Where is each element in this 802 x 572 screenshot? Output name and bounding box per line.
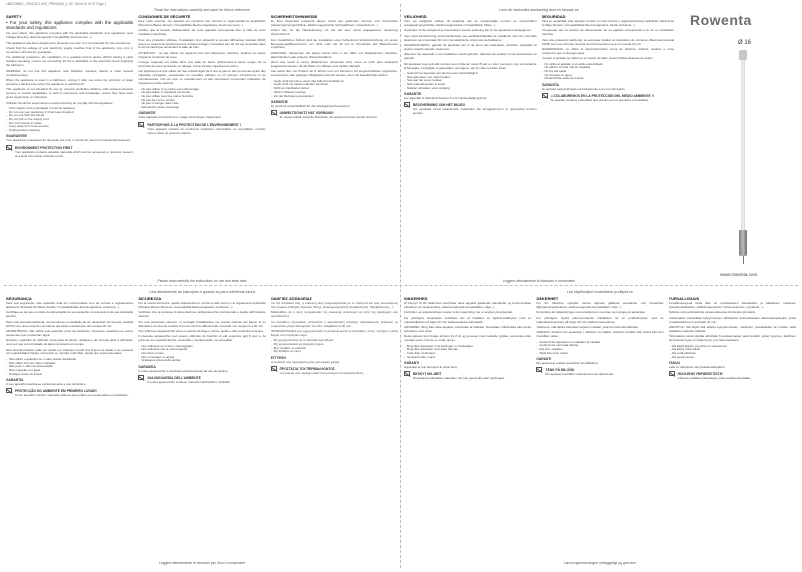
paragraph: Para su seguridad, este aparato cumple con las normas y reglamentaciones aplicables (Directivas de Baja Tensión, Compatibilidad Electromagnética, Medio ambiente...).	[541, 19, 674, 27]
environment-text-group	[280, 366, 398, 377]
guarantee-heading: GUARANTEE	[6, 134, 27, 139]
warning-list	[6, 107, 133, 133]
page-header: Leia atentamente as instruções e guarde-as para referência futura	[149, 290, 255, 294]
paragraph: Tätä laitetta voivat käyttää vähintään 8-vuotiaat lapset sekä henkilöt, joiden fyysinen, aistillinen tai henkinen kyky on heikentynyt, jos heitä valvotaan.	[668, 334, 796, 343]
paragraph: Pour votre sécurité, cet appareil est conforme aux normes et réglementations applicables (Directives Basse Tension, Compatibilité Électromagnétique, Environnement...).	[138, 19, 266, 27]
list-item: - Non utilizzare con le mani bagnate	[138, 348, 265, 352]
paragraph: For additional protection, the installation of a residual current device (RCD) having a rated residual operating current not exceeding 30 mA is advisable in the electrical circuit supplying the bathroom.	[6, 55, 134, 68]
guarantee-text: Laite on tarkoitettu vain kotitalouskäyttöön.	[668, 364, 726, 369]
environment-block	[271, 366, 398, 377]
text-column	[404, 14, 537, 276]
crossed-bin-icon	[404, 371, 410, 376]
paragraph: ADVERTENCIA: no utilice el electrodoméstico cerca de bañeras, duchas, lavabos u otros recipientes que contengan agua.	[541, 46, 674, 55]
environment-text-group	[413, 102, 537, 117]
environment-heading: SALVAGUARDIA DELL'AMBIENTE	[147, 376, 201, 381]
crossed-bin-icon	[138, 122, 144, 127]
paragraph: Verificare che la tensione di alimentazione dell'apparecchio corrisponda a quella dell'impianto elettrico.	[138, 310, 266, 319]
environment-text-group	[413, 371, 531, 382]
paragraph: Check that the voltage of your electricity supply matches that of the appliance. Any error in connection will void the guarantee.	[6, 46, 134, 55]
paragraph: For yderligere beskyttelse anbefales det at installere en fejlstrømsafbryder med en mærkefejlstrøm på højst 30 mA i badeværelsets elkredsløb.	[404, 315, 532, 324]
paragraph: Lorsque l'appareil est utilisé dans une salle de bains, débranchez-le après usage car la proximité de l'eau représente un danger, même lorsque l'appareil est éteint.	[138, 60, 266, 69]
page-footer: Leggere attentamente le istruzioni per l'uso e conservarle	[158, 561, 246, 565]
text-column	[404, 296, 531, 558]
list-item: - Älä vedä johdosta	[669, 352, 796, 356]
environment-heading: TÄNK PÅ MILJÖN!	[545, 368, 575, 373]
paragraph: Das Gerät darf von Kindern ab 8 Jahren und von Personen mit eingeschränkten physischen, sensorischen oder geistigen Fähigkeiten benutzt werden, wenn sie beaufsichtigt werden.	[270, 69, 398, 78]
list-item: - Do not pull on the supply cord	[6, 118, 133, 122]
paragraph: Turvallisuussyistä tämä laite on sovellettavien standardien ja säädösten mukainen (pienjännitedirektiivi, sähkömagneettinen yhteensopivuus, ympäristö...).	[668, 301, 796, 309]
list-item: - Gebruik het apparaat niet als het snoer beschadigd is	[404, 72, 537, 76]
warning-list	[669, 345, 796, 360]
warning-list	[138, 345, 265, 364]
list-item: - Niet gebruiken met natte handen	[404, 76, 537, 80]
paragraph: Para una protección adicional, se aconseja instalar un dispositivo de corriente diferencial residual (DDR) con una corriente nominal de funcionamiento que no exceda 30 mA.	[541, 37, 674, 46]
guarantee-heading: TAKUU	[668, 360, 680, 365]
environment-heading: ¡¡ COLABOREMOS EN LA PROTECCIÓN DEL MEDIO AMBIENTE !!	[550, 94, 654, 99]
text-column	[669, 296, 796, 558]
section-heading: SÄKERHET	[536, 296, 559, 301]
text-column	[6, 14, 133, 276]
text-column	[271, 296, 398, 558]
paragraph: Για πρόσθετη προστασία, συνιστάται η εγκατάσταση διάταξης παραμένοντος ρεύματος με ονομαστικό ρεύμα λειτουργίας που δεν υπερβαίνει τα 30 mA.	[270, 319, 398, 328]
environment-text: Η συσκευή σας περιέχει υλικά που μπορούν να ανακυκλωθούν.	[279, 370, 364, 375]
guarantee-heading: GARANTIE	[138, 111, 156, 116]
environment-text: Dit apparat indeholder materialer, der kan genvindes eller genbruges.	[413, 376, 506, 381]
page-header: Read the instructions carefully and save for future reference	[154, 8, 250, 12]
paragraph: When the appliance is used in a bathroom, unplug it after use since the proximity of water presents a hazard even when the appliance is switched off.	[6, 77, 134, 86]
guarantee-text: Uw apparaat is uitsluitend bestemd voor huishoudelijk gebruik.	[404, 95, 488, 100]
guarantee-heading: GARANTIE	[404, 91, 422, 96]
paragraph: Zum zusätzlichen Schutz wird die Installation einer Fehlerstrom-Schutzeinrichtung mit einem Bemessungsdifferenzstrom von nicht mehr als 30 mA im Stromkreis des Badezimmers empfohlen.	[270, 37, 398, 50]
paragraph: Dit apparaat mag gebruikt worden door kinderen vanaf 8 jaar en door personen met verminderde lichamelijke, zintuiglijke of geestelijke vermogens, als zij onder toezicht staan.	[404, 61, 537, 70]
paragraph: WAARSCHUWING: gebruik dit apparaat niet in de buurt van badkuipen, douches, wastafels of andere waterhoudende reservoirs.	[404, 43, 537, 51]
list-item: - Unplug before cleaning	[6, 129, 133, 133]
list-item: - Desligue antes de limpar	[6, 373, 133, 377]
paragraph: Tarkista, että verkkojännite vastaa laitteessa ilmoitettua jännitettä.	[668, 310, 756, 315]
crossed-bin-icon	[669, 371, 675, 376]
crossed-bin-icon	[271, 110, 277, 115]
warning-list	[404, 72, 537, 91]
guarantee-text: Votre appareil est destiné à un usage domestique uniquement.	[138, 115, 222, 120]
environment-block	[138, 375, 265, 386]
list-item: - Använd inte apparaten om sladden är skadad	[536, 341, 663, 345]
paragraph: Voor extra bescherming wordt aanbevolen een aardlekschakelaar te installeren met een nominale lekstroom van maximaal 30 mA in het elektrische circuit van de badkamer.	[404, 33, 537, 42]
list-item: - Nicht am Netzkabel ziehen	[271, 87, 398, 91]
environment-heading: ENVIRONMENT PROTECTION FIRST	[15, 145, 73, 150]
list-item: - Débrancher avant nettoyage	[138, 106, 265, 110]
column-group	[404, 296, 796, 558]
environment-text-group	[147, 122, 265, 137]
list-item: - No utilice el aparato si el cable está dañado	[542, 63, 675, 67]
list-item: - Dra inte i sladden	[536, 348, 663, 352]
list-item: - Älä käytä laitetta, jos johto on vaurioitunut	[669, 345, 796, 349]
environment-text-group	[15, 145, 133, 160]
device-handle	[739, 230, 747, 256]
environment-text: Your appliance contains valuable materials which can be recovered or recycled. Leave it at a local civic waste collection point.	[15, 149, 134, 158]
list-item: - Ne pas utiliser avec les mains humides	[138, 95, 265, 99]
paragraph: ADVERTÊNCIA: Não utilize este aparelho perto de banheiras, chuveiros, lavatórios ou outros recipientes que contenham água.	[6, 328, 134, 337]
paragraph: Prüfen Sie, ob die Netzspannung mit der auf dem Gerät angegebenen Spannung übereinstimmt.	[270, 28, 398, 37]
list-item: - Ne pas utiliser si le cordon est endommagé	[138, 88, 265, 92]
environment-heading: ΠΡΟΣΤΑΣΙΑ ΤΟΥ ΠΕΡΙΒΑΛΛΟΝΤΟΣ	[279, 366, 335, 371]
guarantee-text: O seu aparelho destina-se exclusivamente a uso doméstico.	[6, 381, 87, 386]
paragraph: Il presente apparecchio può essere utilizzato da bambini di età superiore agli 8 anni e da persone con capacità fisiche, sensoriali o mentali ridotte, se sorvegliati.	[138, 334, 266, 343]
brand-panel	[680, 6, 798, 286]
environment-heading: BESKYT MILJØET	[413, 372, 442, 377]
paragraph: For your safety, this appliance complies with the applicable standards and regulations (Low Voltage Directive, Electromagnetic Compatibility, Environment...).	[6, 31, 134, 40]
list-item: - If the supply cord is damaged it must be replaced	[6, 107, 133, 111]
environment-text-group	[545, 367, 663, 378]
guarantee-heading: GARANTÍA	[541, 82, 559, 87]
list-item: - No utilizar con las manos mojadas	[542, 66, 675, 70]
section-heading: SICUREZZA	[138, 296, 162, 301]
paragraph: Cet appareil peut être utilisé par des enfants âgés de 8 ans et plus et des personnes ayant des capacités physiques, sensorielles ou mentales réduites ou un manque d'expérience et de connaissances, s'ils ont reçu un encadrement ou des instructions concernant l'utilisation de l'appareil en toute sécurité.	[138, 69, 266, 86]
paragraph: Certifique-se de que a tensão de alimentação do seu aparelho corresponde à da sua instalação elétrica.	[6, 310, 134, 319]
environment-text-group	[678, 371, 796, 382]
guarantee-heading: GARANTIA	[6, 377, 24, 382]
page-footer: Please read carefully the instructions for use and keep safe	[157, 279, 247, 283]
environment-block	[6, 388, 133, 399]
crossed-bin-icon	[271, 366, 277, 371]
device-cable	[743, 256, 744, 264]
paragraph: Cuando el aparato se utilice en un cuarto de baño, desenchúfelo después de usarlo.	[541, 56, 654, 61]
paragraph: ADVARSEL: Brug ikke dette apparat i nærheden af badekar, brusebade, håndvaske eller andre beholdere med vand.	[404, 325, 532, 333]
list-item: - Niet onderdompelen in water	[404, 83, 537, 87]
paragraph: Compruebe que la tensión de alimentación de su aparato corresponda a la de su instalación eléctrica.	[541, 28, 674, 37]
list-item: - Ne pas utiliser si l'appareil est tombé	[138, 91, 265, 95]
warning-list	[271, 80, 398, 99]
lead-paragraph: • For your safety, this appliance complies with the applicable standards and regulations	[6, 20, 134, 31]
environment-text: Uw apparaat bevat waardevolle materialen die teruggewonnen of gerecycled kunnen worden.	[413, 107, 537, 116]
paragraph: Este eletrodoméstico pode ser usado por crianças a partir dos 8 anos de idade e por pessoas com capacidades físicas, sensoriais ou mentais reduzidas, desde que supervisionadas.	[6, 347, 134, 356]
paragraph: Af hensyn til din sikkerhed overholder dette apparat gældende standarder og bestemmelser (direktiver om lavspænding, elektromagnetisk kompatibilitet, miljø...).	[404, 301, 532, 309]
list-item: - Niet aan het snoer trekken	[404, 79, 537, 83]
paragraph: Kontroller, at netspændingen svarer til den spænding, der er angivet på apparatet.	[404, 310, 513, 315]
list-item: - Använd inte med våta händer	[536, 344, 663, 348]
list-item: - Älä käytä märin käsin	[669, 348, 796, 352]
guarantee-heading: GARANTI	[404, 360, 420, 365]
list-item: - Desenchufar antes de limpiar	[542, 77, 675, 81]
list-item: - Nedsænk ikke i vand	[404, 356, 531, 360]
environment-block	[138, 122, 265, 137]
environment-text: O seu aparelho contém materiais valiosos que podem ser recuperados ou reciclados.	[15, 393, 129, 398]
column-group	[6, 14, 398, 276]
list-item: - No sumerja en agua	[542, 74, 675, 78]
environment-block	[536, 367, 663, 378]
section-heading: ΟΔΗΓΙΕΣ ΑΣΦΑΛΕΙΑΣ	[270, 296, 313, 301]
paragraph: WARNING: do not use this appliance near bathtubs, showers, basins or other vessels containing water.	[6, 68, 134, 77]
guarantee-text: Η συσκευή σας προορίζεται μόνο για οικιακή χρήση.	[270, 359, 341, 364]
section-heading: SEGURIDAD	[541, 14, 566, 19]
paragraph: För din säkerhet uppfyller denna apparat gällande standarder och föreskrifter (lågspänningsdirektivet, elektromagnetisk kompatibilitet, miljö...).	[536, 301, 664, 309]
environment-text-group	[147, 375, 265, 386]
list-item: - Ne pas immerger dans l'eau	[138, 102, 265, 106]
warning-list	[271, 339, 398, 354]
section-heading: SIKKERHED	[404, 296, 428, 301]
paragraph: Dette apparat kan bruges af børn fra 8 år og personer med nedsatte fysiske, sensoriske eller mentale evner, hvis de er under opsyn.	[404, 334, 532, 343]
paragraph: Per una protezione ulteriore, si consiglia l'installazione nel circuito elettrico del bagno di un dispositivo di corrente residua con una corrente differenziale nominale non superiore a 30 mA.	[138, 319, 266, 328]
list-item: - Gerät nicht mit nassen Händen benutzen	[271, 83, 398, 87]
list-item: - Nicht in Wasser tauchen	[271, 91, 398, 95]
list-item: - Não utilize o aparelho se o cabo estiver danificado	[6, 358, 133, 362]
text-column	[271, 14, 398, 276]
list-item: - Não mergulhe em água	[6, 369, 133, 373]
paragraph: Wanneer het apparaat in een badkamer wordt gebruikt, haal dan de stekker uit het stopcontact na gebruik.	[404, 52, 537, 61]
paragraph: ΠΡΟΕΙΔΟΠΟΙΗΣΗ: μην χρησιμοποιείτε τη συσκευή κοντά σε μπανιέρες, ντους, νιπτήρες ή άλλα δοχεία που περιέχουν νερό.	[270, 328, 398, 337]
environment-text: Laitteesi sisältää materiaaleja, jotka voidaan kierrättää.	[677, 376, 751, 381]
text-column	[138, 14, 265, 276]
guarantee-text: Your appliance is designed for domestic use only. It cannot be used for professional purposes.	[6, 138, 131, 143]
page-footer: Læs brugsanvisningen omhyggeligt og gem den	[563, 561, 637, 565]
environment-text: Il vostro apparecchio contiene materiali riutilizzabili o riciclabili.	[147, 380, 231, 385]
environment-text: Votre appareil contient de nombreux matériaux valorisables ou recyclables. Confiez celui-ci dans un point de collecte.	[147, 126, 266, 135]
environment-heading: BESCHERMING VAN HET MILIEU	[413, 103, 465, 108]
paragraph: Para uma proteção adicional, recomenda-se a instalação de um dispositivo de corrente residual (DCR) com uma corrente nominal de operação residual que não exceda 30 mA.	[6, 319, 134, 328]
paragraph: Children should be supervised to ensure that they do not play with the appliance.	[6, 100, 114, 105]
paragraph: ATTENTION : ne pas utiliser cet appareil près des baignoires, douches, lavabos ou autres récipients contenant de l'eau.	[138, 50, 266, 59]
list-item: - Ne pas tirer sur le cordon	[138, 99, 265, 103]
crossed-bin-icon	[536, 367, 542, 372]
paragraph: Wenn das Gerät in einem Badezimmer verwendet wird, muss es nach dem Gebrauch ausgesteckt werden, da die Nähe von Wasser eine Gefahr darstellt.	[270, 60, 398, 69]
paragraph: Controleer of de netspanning overeenkomt met de spanning die op het apparaat is aangegeven.	[404, 28, 532, 33]
paragraph: Vérifiez que la tension d'alimentation de votre appareil corresponde bien à celle de votre installation électrique.	[138, 28, 266, 37]
text-column	[6, 296, 133, 558]
column-group	[6, 296, 398, 558]
crossed-bin-icon	[542, 93, 548, 98]
crossed-bin-icon	[138, 375, 144, 380]
environment-text: Ihr Gerät enthält wertvolle Rohstoffe, die wiederverwertet werden können.	[279, 115, 378, 120]
paragraph: Voor uw veiligheid voldoet dit apparaat aan de toepasselijke normen en voorschriften (Laagspanningsrichtlijn, Elektromagnetische Compatibiliteit, Milieu...).	[404, 19, 537, 27]
environment-text: Din apparat innehåller material som kan återvinnas.	[545, 372, 614, 377]
list-item: - Μη βυθίζετε σε νερό	[271, 350, 398, 354]
paragraph: För ytterligare skydd rekommenderas installation av en jordfelsbrytare med en märkutlösningsström på högst 30 mA i badrummets elkrets.	[536, 315, 664, 324]
section-heading: TURVALLISUUS	[668, 296, 700, 301]
rowenta-logo: Rowenta	[690, 12, 752, 28]
crossed-bin-icon	[6, 145, 12, 150]
list-item: - Keep away from heat sources	[6, 125, 133, 129]
guarantee-text: Su aparato está destinado exclusivamente a un uso doméstico.	[541, 86, 626, 91]
paragraph: WARNUNG: Verwenden Sie dieses Gerät nicht in der Nähe von Badewannen, Duschen, Waschbecken oder anderen Wasserbehältern.	[270, 50, 398, 59]
paragraph: VAROITUS: Älä käytä tätä laitetta kylpyammeiden, suihkujen, pesualtaiden tai muiden vettä sisältävien astioiden lähellä.	[668, 325, 796, 333]
warning-list	[404, 345, 531, 360]
paragraph: Lisäsuojaksi suositellaan kylpyhuoneen sähköpiiriin asennettavaksi vikavirtasuojakytkin, jonka nimellisvikavirta on enintään 30 mA.	[668, 315, 796, 324]
environment-block	[404, 102, 537, 117]
list-item: - Brug ikke apparatet, hvis ledningen er beskadiget	[404, 345, 531, 349]
warning-list	[138, 88, 265, 110]
section-heading: CONSIGNES DE SÉCURITÉ	[138, 14, 191, 19]
paragraph: Quando o aparelho for utilizado numa casa de banho, desligue-o da corrente após a utilização, uma vez que a proximidade da água representa um perigo.	[6, 338, 134, 347]
environment-text-group	[280, 110, 398, 121]
list-item: - Não puxe o cabo de alimentação	[6, 365, 133, 369]
paragraph: Tietämme, että lapsia valvotaan tarpeen mukaan, jotta he eivät leiki laitteella.	[536, 325, 639, 330]
guarantee-text: Din apparat är endast avsedd för hushållsbruk.	[536, 361, 599, 366]
list-item: - Do not immerse in water	[6, 122, 133, 126]
guarantee-heading: GARANTIE	[270, 99, 288, 104]
page-header: Lue käyttöohjeet huolellisesti ja säilytä ne	[567, 290, 633, 294]
environment-block	[404, 371, 531, 382]
list-item: - Μην τραβάτε το καλώδιο	[271, 347, 398, 351]
text-column	[138, 296, 265, 558]
page-header: Lees de instructies aandachtig door en bewaar ze	[499, 8, 579, 12]
page-bottom-right	[404, 288, 796, 568]
list-item: - Não utilize com as mãos molhadas	[6, 362, 133, 366]
section-heading: SICHERHEITSHINWEISE	[270, 14, 318, 19]
page-footer: Leggere attentamente le istruzioni e conservarle	[502, 279, 576, 283]
top-print-line: 1800139891_CB31S2.4.6XE_PREMIUM_1_EE 16/04/15 15:37 Page 1	[6, 2, 107, 6]
paragraph: Για την ασφάλειά σας, η συσκευή αυτή συμμορφώνεται με τα πρότυπα και τους κανονισμούς που ισχύουν (Οδηγίες Χαμηλής Τάσης, Ηλεκτρομαγνητικής Συμβατότητας, Περιβάλλοντος...).	[270, 301, 398, 309]
list-item: - Non immergere in acqua	[138, 356, 265, 360]
list-item: - Non utilizzare se il cavo è danneggiato	[138, 345, 265, 349]
paragraph: Para sua segurança, este aparelho está em conformidade com as normas e regulamentos aplicáveis (Diretivas de Baixa Tensão, Compatibilidade Eletromagnética, Ambiente...).	[6, 301, 134, 309]
list-item: - Gerät nicht benutzen, wenn das Kabel beschädigt ist	[271, 80, 398, 84]
guarantee-heading: ΕΓΓΥΗΣΗ	[270, 355, 286, 360]
list-item: - No tire del cable	[542, 70, 675, 74]
list-item: - Vor der Reinigung ausstecken	[271, 95, 398, 99]
guarantee-heading: GARANZIA	[138, 364, 156, 369]
fold-line-vertical	[400, 4, 401, 568]
paragraph: Pour une protection efficace, l'installation d'un dispositif à courant différentiel résiduel (DDR) ayant un courant de fonctionnement résiduel assigné n'excédant pas 30 mA est conseillée dans le circuit électrique alimentant la salle de bain.	[138, 37, 266, 50]
warning-list	[542, 63, 675, 82]
environment-block	[271, 110, 398, 121]
environment-heading: PROTECÇÃO DO AMBIENTE EM PRIMEIRO LUGAR!	[15, 389, 97, 394]
environment-text-group	[551, 93, 675, 104]
guarantee-heading: GARANTI	[536, 357, 552, 362]
paragraph: VARNING: Använd inte apparaten i närheten av badkar, duschar, handfat eller andra kärl som innehåller vatten.	[536, 330, 664, 339]
guarantee-text: Ihr Gerät ist ausschließlich für den Hausgebrauch bestimmt.	[270, 103, 351, 108]
paragraph: Per la vostra sicurezza, questo apparecchio è conforme alle norme e ai regolamenti applicabili (Direttive Bassa Tensione, Compatibilità Elettromagnetica, Ambiente...).	[138, 301, 266, 309]
environment-text-group	[15, 388, 133, 399]
paragraph: This appliance has been designed for domestic use only. It is not intended for commercial use.	[6, 40, 132, 45]
environment-heading: UMWELTSCHUTZ HAT VORRANG!	[279, 111, 334, 116]
paragraph: Βεβαιωθείτε ότι η τάση τροφοδοσίας της συσκευής αντιστοιχεί σε αυτή της ηλεκτρικής σας εγκατάστασης.	[270, 310, 398, 319]
section-heading: VEILIGHEID	[404, 14, 427, 19]
list-item: - Μη χρησιμοποιείτε αν το καλώδιο έχει φθορά	[271, 339, 398, 343]
text-column	[542, 14, 675, 276]
paragraph: This appliance is not intended for use by persons (including children) with reduced physical, sensory or mental capabilities, or lack of experience and knowledge, unless they have been given supervision or instruction.	[6, 87, 134, 100]
guarantee-text: Apparatet er kun beregnet til privat brug.	[404, 364, 458, 369]
environment-block	[669, 371, 796, 382]
list-item: - Stekker uittrekken voor reiniging	[404, 87, 537, 91]
paragraph: Kontrollera att nätspänningen överensstämmer med den som anges på apparaten.	[536, 310, 647, 315]
list-item: - Μη χρησιμοποιείτε με βρεγμένα χέρια	[271, 343, 398, 347]
environment-block	[542, 93, 675, 104]
curling-iron-illustration	[740, 50, 746, 260]
list-item: - Älä upota veteen	[669, 356, 796, 360]
environment-text: Su aparato contiene materiales que pueden ser recuperados o reciclados.	[550, 98, 649, 103]
device-barrel	[741, 60, 745, 230]
section-heading: SEGURANÇA	[6, 296, 32, 301]
crossed-bin-icon	[404, 102, 410, 107]
page-bottom-left	[6, 288, 398, 568]
crossed-bin-icon	[6, 388, 12, 393]
environment-block	[6, 145, 133, 160]
text-column	[536, 296, 663, 558]
list-item: - Non tirare il cavo	[138, 352, 265, 356]
paragraph: Zu Ihrer Sicherheit entspricht dieses Gerät den geltenden Normen und Vorschriften (Niederspannungsrichtlinie, Elektromagnetische Verträglichkeit, Umweltschutz...).	[270, 19, 398, 27]
list-item: - Do not use with wet hands	[6, 114, 133, 118]
environment-heading: PARTICIPONS À LA PROTECTION DE L'ENVIRONNEMENT !	[147, 122, 241, 127]
paragraph: Non utilizzare l'apparecchio vicino a vasche da bagno, docce, lavabi o altri contenitori d'acqua.	[138, 328, 264, 333]
list-item: - Brug ikke apparatet med våde hænder	[404, 348, 531, 352]
page-top-left	[6, 6, 398, 286]
website-url: www.rowenta.com	[720, 272, 758, 277]
list-item: - Træk ikke i ledningen	[404, 352, 531, 356]
column-group	[404, 14, 674, 276]
guarantee-text: Il vostro apparecchio è destinato esclusivamente ad uso domestico.	[138, 368, 229, 373]
section-heading: SAFETY	[6, 14, 22, 19]
list-item: - Sänk inte ned i vatten	[536, 352, 663, 356]
list-item: - Scollegare prima della pulizia	[138, 359, 265, 363]
device-tip	[739, 50, 747, 60]
diameter-label: Ø 16	[738, 40, 752, 46]
page-top-right	[404, 6, 674, 286]
warning-list	[6, 358, 133, 377]
environment-heading: HUOLEHDI YMPÄRISTÖSTÄ!	[677, 372, 724, 377]
list-item: - Do not use your appliance if it has been dropped	[6, 111, 133, 115]
warning-list	[536, 341, 663, 356]
